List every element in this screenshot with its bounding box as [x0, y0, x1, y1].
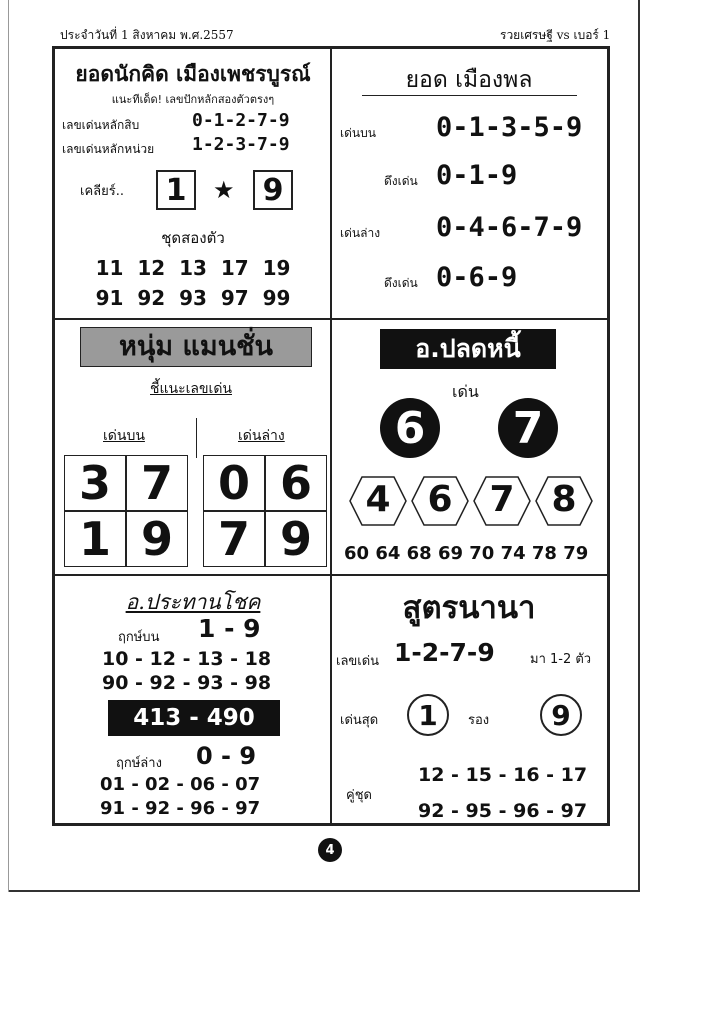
panel2-title: ยอด เมืองพล: [405, 67, 533, 93]
panel2-pull2-label: ดึงเด่น: [384, 276, 418, 290]
panel3-cell: 9: [126, 511, 188, 567]
panel1-pairs-label: ชุดสองตัว: [161, 229, 225, 247]
panel6-pairs-row2: 92 - 95 - 96 - 97: [418, 800, 588, 822]
page-right-rule: [638, 0, 640, 892]
panel3-col1-label: เด่นบน: [103, 428, 145, 444]
panel5-banner: 413 - 490: [108, 700, 280, 736]
panel5-top-row2: 90 - 92 - 93 - 98: [102, 672, 272, 694]
panel4-hex-number: 8: [551, 479, 577, 520]
page-left-rule: [8, 0, 9, 892]
panel6-pairs-row1: 12 - 15 - 16 - 17: [418, 764, 588, 786]
panel3-col2-label: เด่นล่าง: [238, 428, 285, 444]
panel2-pull1-label: ดึงเด่น: [384, 174, 418, 188]
panel3-cell: 0: [203, 455, 265, 511]
panel1-row1-value: 0-1-2-7-9: [192, 110, 290, 131]
panel3-cell: 6: [265, 455, 327, 511]
panel1-title: ยอดนักคิด เมืองเพชรบูรณ์: [75, 62, 311, 86]
panel5-top-value: 1 - 9: [198, 614, 261, 643]
panel1-subtitle: แนะทีเด็ด! เลขปักหลักสองตัวตรงๆ: [111, 93, 275, 106]
panel5-top-row1: 10 - 12 - 13 - 18: [102, 648, 272, 670]
panel2-pull1-value: 0-1-9: [436, 160, 518, 191]
panel3-col-divider: [196, 418, 197, 458]
panel3-cell: 7: [203, 511, 265, 567]
panel4-circle-2: 7: [498, 398, 558, 458]
panel3-cell: 7: [126, 455, 188, 511]
panel5-bottom-row1: 01 - 02 - 06 - 07: [100, 774, 261, 795]
panel5-bottom-label: ฤกษ์ล่าง: [116, 756, 162, 771]
panel2-title-underline: [362, 95, 577, 96]
panel4-numbers: 60 64 68 69 70 74 78 79: [344, 543, 589, 564]
panel2-bottom-label: เด่นล่าง: [340, 226, 381, 240]
panel6-title: สูตรนานา: [402, 590, 536, 626]
panel3-subtitle: ชี้แนะเลขเด่น: [150, 381, 232, 397]
panel3-cell: 1: [64, 511, 126, 567]
panel2-top-label: เด่นบน: [340, 126, 376, 140]
panel6-lead-suffix: มา 1-2 ตัว: [530, 652, 592, 667]
row-divider-1: [52, 318, 610, 320]
panel6-lead-value: 1-2-7-9: [394, 638, 495, 667]
panel1-row2-label: เลขเด่นหลักหน่วย: [62, 142, 155, 156]
panel6-best-label: เด่นสุด: [340, 713, 379, 728]
panel3-cell: 9: [265, 511, 327, 567]
panel3-cell: 3: [64, 455, 126, 511]
panel4-circle-1: 6: [380, 398, 440, 458]
panel2-pull2-value: 0-6-9: [436, 262, 518, 293]
panel5-title: อ.ประทานโชค: [125, 590, 261, 614]
panel4-subtitle: เด่น: [452, 382, 479, 401]
panel4-hex-number: 4: [365, 479, 391, 520]
star-icon: ★: [213, 176, 235, 204]
panel1-row1-label: เลขเด่นหลักสิบ: [62, 118, 140, 132]
panel1-pairs-row2: 91 92 93 97 99: [95, 286, 291, 310]
panel1-row2-value: 1-2-3-7-9: [192, 134, 290, 155]
row-divider-2: [52, 574, 610, 576]
panel6-best-mid: รอง: [468, 713, 490, 728]
panel4-title: อ.ปลดหนี้: [380, 329, 556, 369]
panel1-clear-right: 9: [253, 170, 293, 210]
panel2-top-value: 0-1-3-5-9: [436, 112, 583, 143]
center-divider: [330, 46, 332, 826]
panel1-pairs-row1: 11 12 13 17 19: [95, 256, 291, 280]
panel2-bottom-value: 0-4-6-7-9: [436, 212, 583, 243]
panel6-best-2: 9: [540, 694, 582, 736]
header-brand: รวยเศรษฐี vs เบอร์ 1: [500, 28, 611, 42]
panel1-clear-label: เคลียร์..: [80, 184, 124, 199]
panel6-best-1: 1: [407, 694, 449, 736]
header-date: ประจำวันที่ 1 สิงหาคม พ.ศ.2557: [60, 28, 234, 42]
panel5-bottom-row2: 91 - 92 - 96 - 97: [100, 798, 261, 819]
panel5-bottom-value: 0 - 9: [196, 742, 257, 770]
panel4-hex-number: 7: [489, 479, 515, 520]
panel5-top-label: ฤกษ์บน: [118, 630, 160, 645]
panel1-clear-left: 1: [156, 170, 196, 210]
panel6-lead-label: เลขเด่น: [336, 654, 380, 669]
panel6-pairs-label: คู่ชุด: [346, 788, 372, 803]
panel3-title: หนุ่ม แมนชั่น: [80, 327, 312, 367]
page-bottom-rule: [8, 890, 640, 892]
panel4-hex-number: 6: [427, 479, 453, 520]
page-number-badge: 4: [318, 838, 342, 862]
